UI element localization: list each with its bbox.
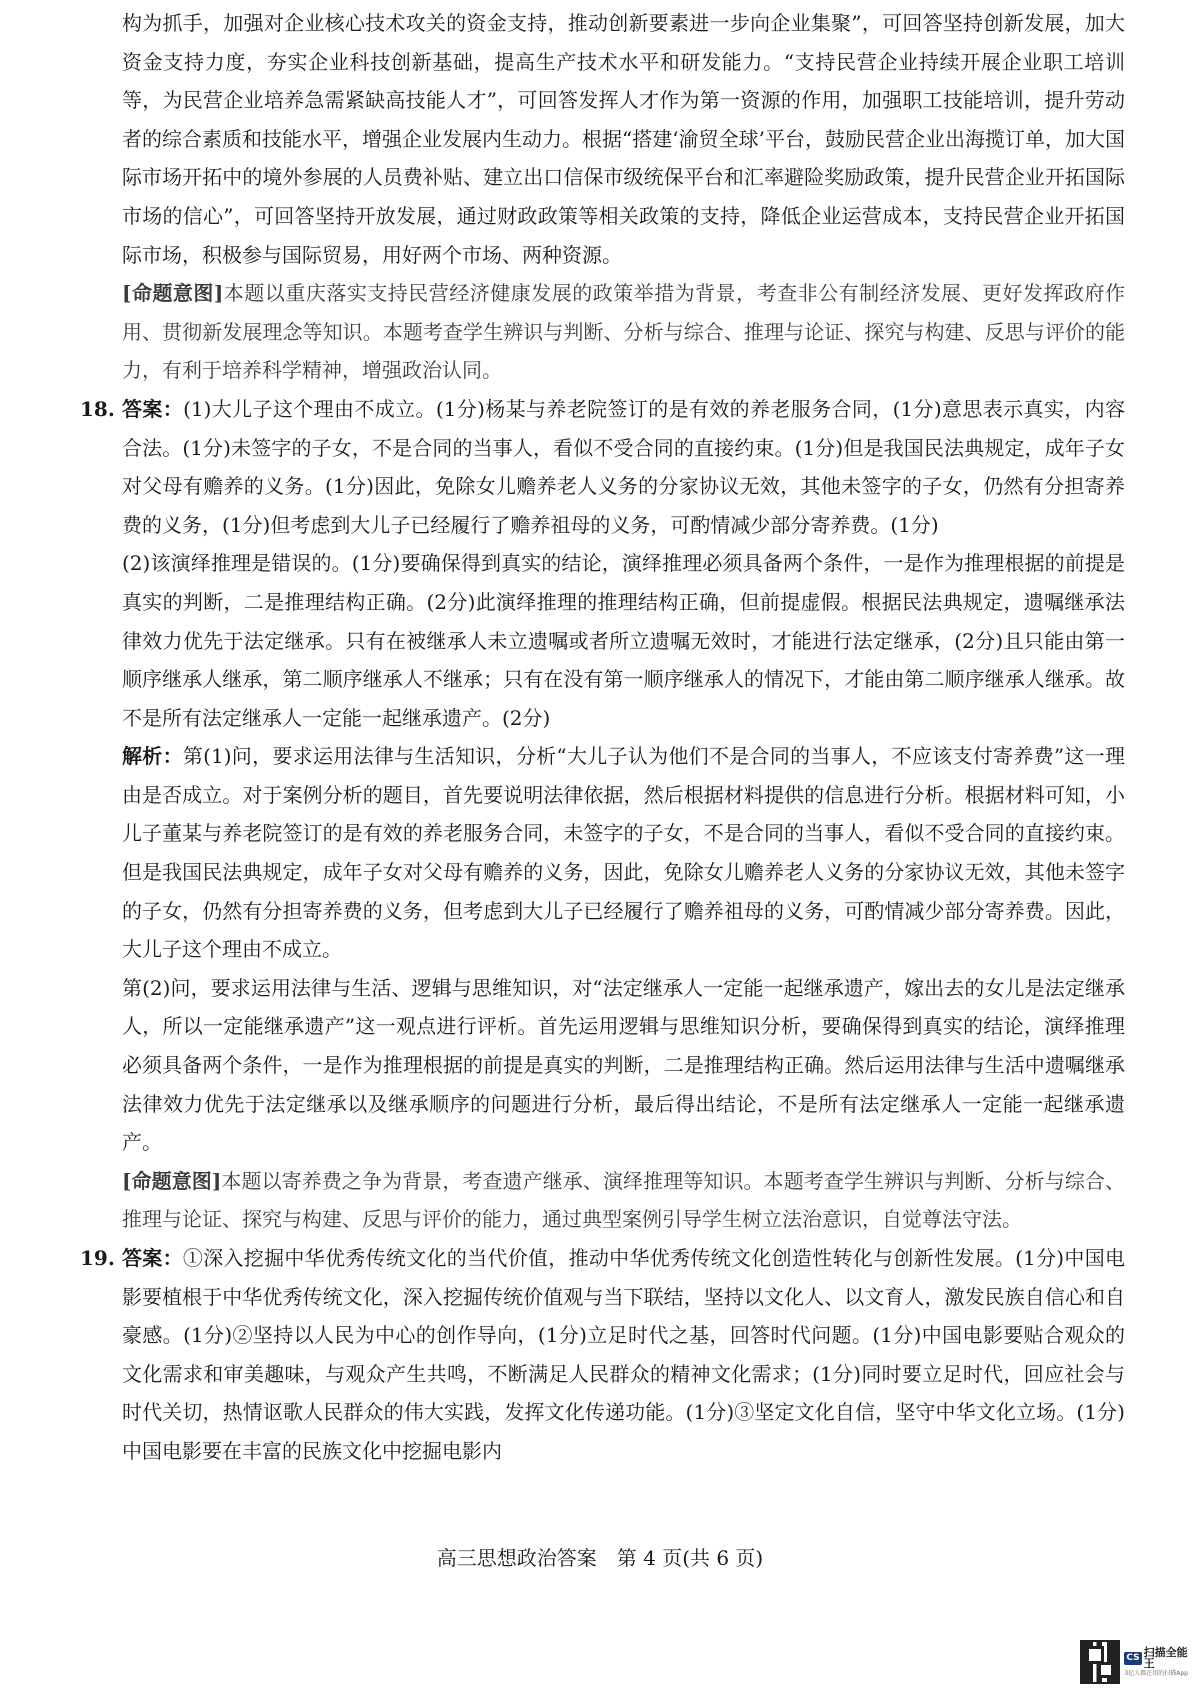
analysis-label: 解析： xyxy=(122,744,183,769)
answer-label: 答案： xyxy=(122,1246,183,1270)
answer-text: (1)大儿子这个理由不成立。(1分)杨某与养老院签订的是有效的养老服务合同，(1分)意思表示真实，内容合法。(1分)未签字的子女，不是合同的当事人，看似不受合同的直接约束。(1分)但是我国民法典规定，成年子女对父母有赡养的义务。(1分)因此，免除女儿赡养老人义务的分家协议无效，其他未签字的子女，仍然有分担寄养费的义务，(1分)但考虑到大儿子已经履行了赡养祖母的义务，可酌情减少部分寄养费。(1分) xyxy=(122,396,1125,537)
intent-text: 本题以重庆落实支持民营经济健康发展的政策举措为背景，考查非公有制经济发展、更好发挥政府作用、贯彻新发展理念等知识。本题考查学生辨识与判断、分析与综合、推理与论证、探究与构建、反思与评价的能力，有利于培养科学精神，增强政治认同。 xyxy=(122,281,1125,383)
analysis-text: 第(1)问，要求运用法律与生活知识，分析“大儿子认为他们不是合同的当事人，不应该支付寄养费”这一理由是否成立。对于案例分析的题目，首先要说明法律依据，然后根据材料提供的信息进行分析。根据材料可知，小儿子董某与养老院签订的是有效的养老服务合同，未签字的子女，不是合同的当事人，看似不受合同的直接约束。但是我国民法典规定，成年子女对父母有赡养的义务，因此，免除女儿赡养老人义务的分家协议无效，其他未签字的子女，仍然有分担寄养费的义务，但考虑到大儿子已经履行了赡养祖母的义务，可酌情减少部分寄养费。因此，大儿子这个理由不成立。 xyxy=(122,744,1126,962)
answer-label: 答案： xyxy=(122,396,184,421)
scanner-brand xyxy=(1124,1647,1192,1677)
q18-answer-part2: (2)该演绎推理是错误的。(1分)要确保得到真实的结论，演绎推理必须具备两个条件，一是作为推理根据的前提是真实的判断，二是推理结构正确。(2分)此演绎推理的推理结构正确，但前提虚假。根据民法典规定，遗嘱继承法律效力优先于法定继承。只有在被继承人未立遗嘱或者所立遗嘱无效时，才能进行法定继承，(2分)且只能由第一顺序继承人继承，第二顺序继承人不继承；只有在没有第一顺序继承人的情况下，才能由第二顺序继承人继承。故不是所有法定继承人一定能一起继承遗产。(2分) xyxy=(122,551,1125,730)
qr-code-icon xyxy=(1080,1640,1120,1684)
q18-intent xyxy=(122,1162,1125,1239)
question-number: 19. xyxy=(80,1246,115,1270)
page-content xyxy=(80,4,1126,1471)
q18-answer-part1 xyxy=(80,390,1125,544)
cs-logo: CS xyxy=(1126,1652,1140,1663)
q17-answer-continued: 构为抓手，加强对企业核心技术攻关的资金支持，推动创新要素进一步向企业集聚”，可回答坚持创新发展，加大资金支持力度，夯实企业科技创新基础，提高生产技术水平和研发能力。“支持民营企业持续开展企业职工培训等，为民营企业培养急需紧缺高技能人才”，可回答发挥人才作为第一资源的作用，加强职工技能培训，提升劳动者的综合素质和技能水平，增强企业发展内生动力。根据“搭建‘渝贸全球’平台，鼓励民营企业出海揽订单，加大国际市场开拓中的境外参展的人员费补贴、建立出口信保市级统保平台和汇率避险奖励政策，提升民营企业开拓国际市场的信心”，可回答坚持开放发展，通过财政政策等相关政策的支持，降低企业运营成本，支持民营企业开拓国际市场，积极参与国际贸易，用好两个市场、两种资源。 xyxy=(122,11,1125,267)
intent-label: [命题意图] xyxy=(122,1168,222,1193)
scanner-tagline: 3亿人都在用的扫描App xyxy=(1124,1670,1188,1677)
q18-analysis-part1 xyxy=(122,737,1125,969)
intent-text: 本题以寄养费之争为背景，考查遗产继承、演绎推理等知识。本题考查学生辨识与判断、分析与综合、推理与论证、探究与构建、反思与评价的能力，通过典型案例引导学生树立法治意识，自觉尊法守法。 xyxy=(122,1168,1125,1232)
q19-answer xyxy=(80,1239,1125,1471)
question-number: 18. xyxy=(80,396,115,421)
scanner-watermark xyxy=(1080,1638,1192,1686)
q18-analysis-part2: 第(2)问，要求运用法律与生活、逻辑与思维知识，对“法定继承人一定能一起继承遗产，嫁出去的女儿是法定继承人，所以一定能继承遗产”这一观点进行评析。首先运用逻辑与思维知识分析，要确保得到真实的结论，演绎推理必须具备两个条件，一是作为推理根据的前提是真实的判断，二是推理结构正确。然后运用法律与生活中遗嘱继承法律效力优先于法定继承以及继承顺序的问题进行分析，最后得出结论，不是所有法定继承人一定能一起继承遗产。 xyxy=(122,975,1125,1155)
intent-label: [命题意图] xyxy=(122,281,224,306)
scanner-name: 扫描全能王 xyxy=(1143,1646,1188,1670)
q17-intent xyxy=(122,274,1125,390)
answer-text: ①深入挖掘中华优秀传统文化的当代价值，推动中华优秀传统文化创造性转化与创新性发展。(1分)中国电影要植根于中华优秀传统文化，深入挖掘传统价值观与当下联结，坚持以文化人、以文育人，激发民族自信心和自豪感。(1分)②坚持以人民为中心的创作导向，(1分)立足时代之基，回答时代问题。(1分)中国电影要贴合观众的文化需求和审美趣味，与观众产生共鸣，不断满足人民群众的精神文化需求；(1分)同时要立足时代，回应社会与时代关切，热情讴歌人民群众的伟大实践，发挥文化传递功能。(1分)③坚定文化自信，坚守中华文化立场。(1分)中国电影要在丰富的民族文化中挖掘电影内 xyxy=(122,1246,1125,1463)
page-footer: 高三思想政治答案 第 4 页(共 6 页) xyxy=(436,1546,764,1570)
